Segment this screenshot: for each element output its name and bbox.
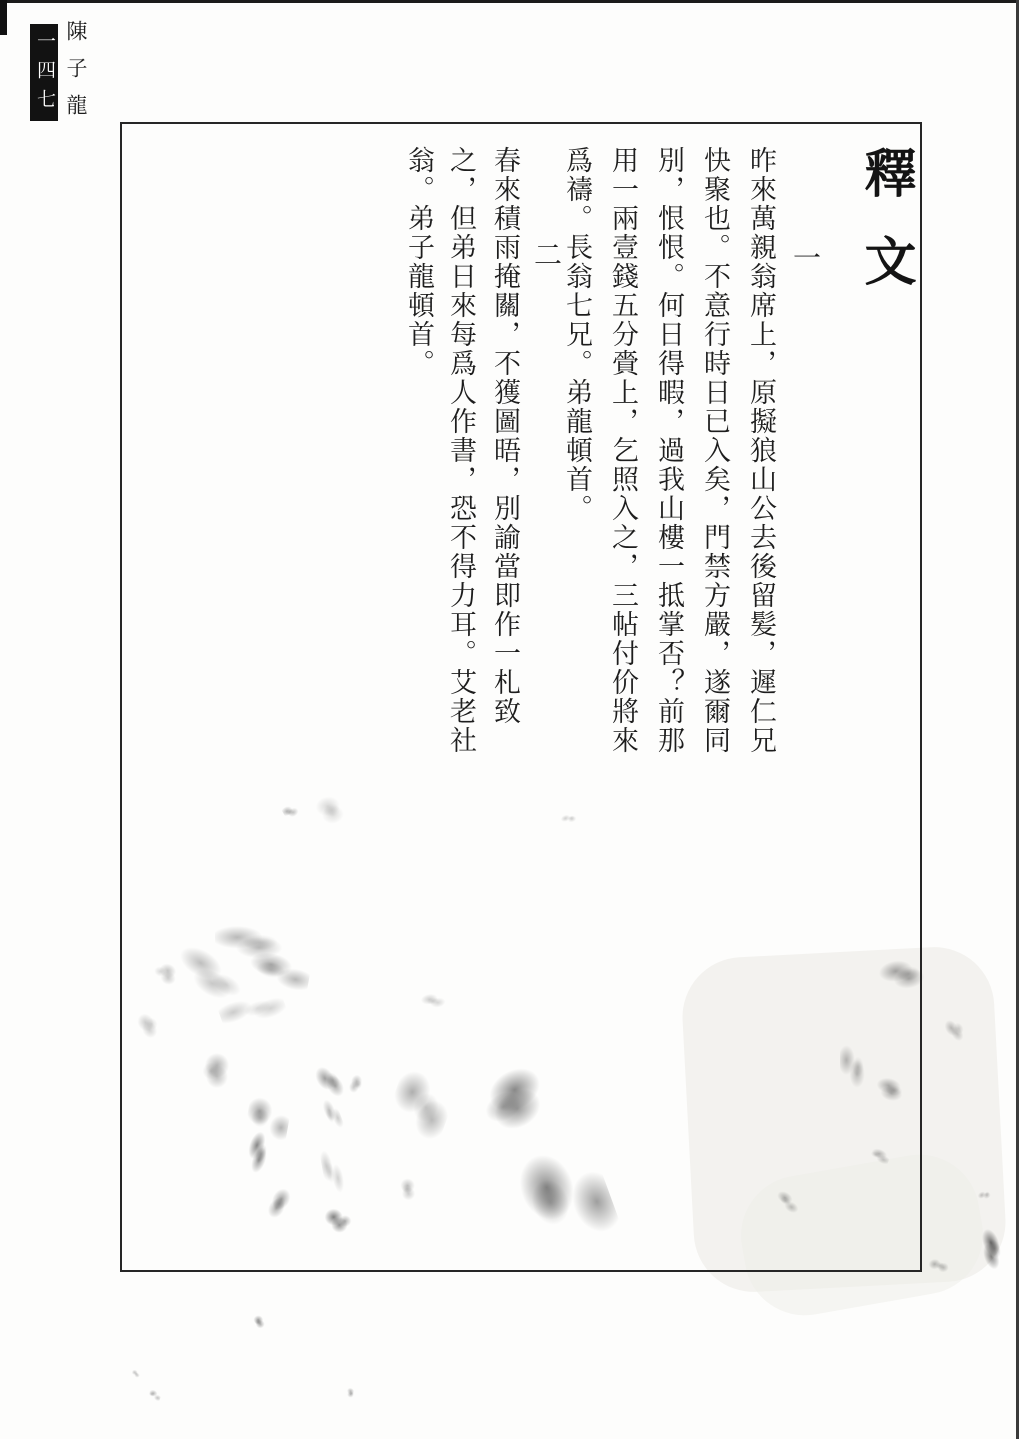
section-2-marker: 二 <box>530 240 561 268</box>
book-title: 陳子龍 <box>64 20 88 131</box>
folio-number-block <box>30 24 58 121</box>
text-column: 翁。弟子龍頓首。 <box>404 146 434 378</box>
text-column: 別，恨恨。何日得暇，過我山樓一抵掌否？前那 <box>654 146 684 755</box>
text-column: 昨來萬親翁席上，原擬狼山公去後留髪，遲仁兄 <box>746 146 776 755</box>
ink-smudge <box>250 1315 266 1329</box>
ink-smudge <box>146 1388 163 1402</box>
text-column: 用一兩壹錢五分賫上，乞照入之，三帖付价將來 <box>608 146 638 755</box>
scan-edge-top <box>0 0 1019 3</box>
text-column: 快聚也。不意行時日已入矣，門禁方嚴，遂爾同 <box>700 146 730 755</box>
ink-smudge <box>131 1369 142 1379</box>
section-1-marker: 一 <box>789 243 820 271</box>
ink-smudge <box>927 1256 949 1275</box>
plate-title: 釋文 <box>856 146 913 322</box>
scan-edge-left-notch <box>0 0 7 35</box>
ink-smudge <box>341 1385 356 1400</box>
text-column: 之，但弟日來每爲人作書，恐不得力耳。艾老社 <box>446 146 476 755</box>
text-column: 爲禱。長翁七兄。弟龍頓首。 <box>562 146 592 523</box>
text-column: 春來積雨掩關，不獲圖晤，別諭當即作一札致 <box>490 146 520 726</box>
page-number: 一四七 <box>34 31 55 118</box>
